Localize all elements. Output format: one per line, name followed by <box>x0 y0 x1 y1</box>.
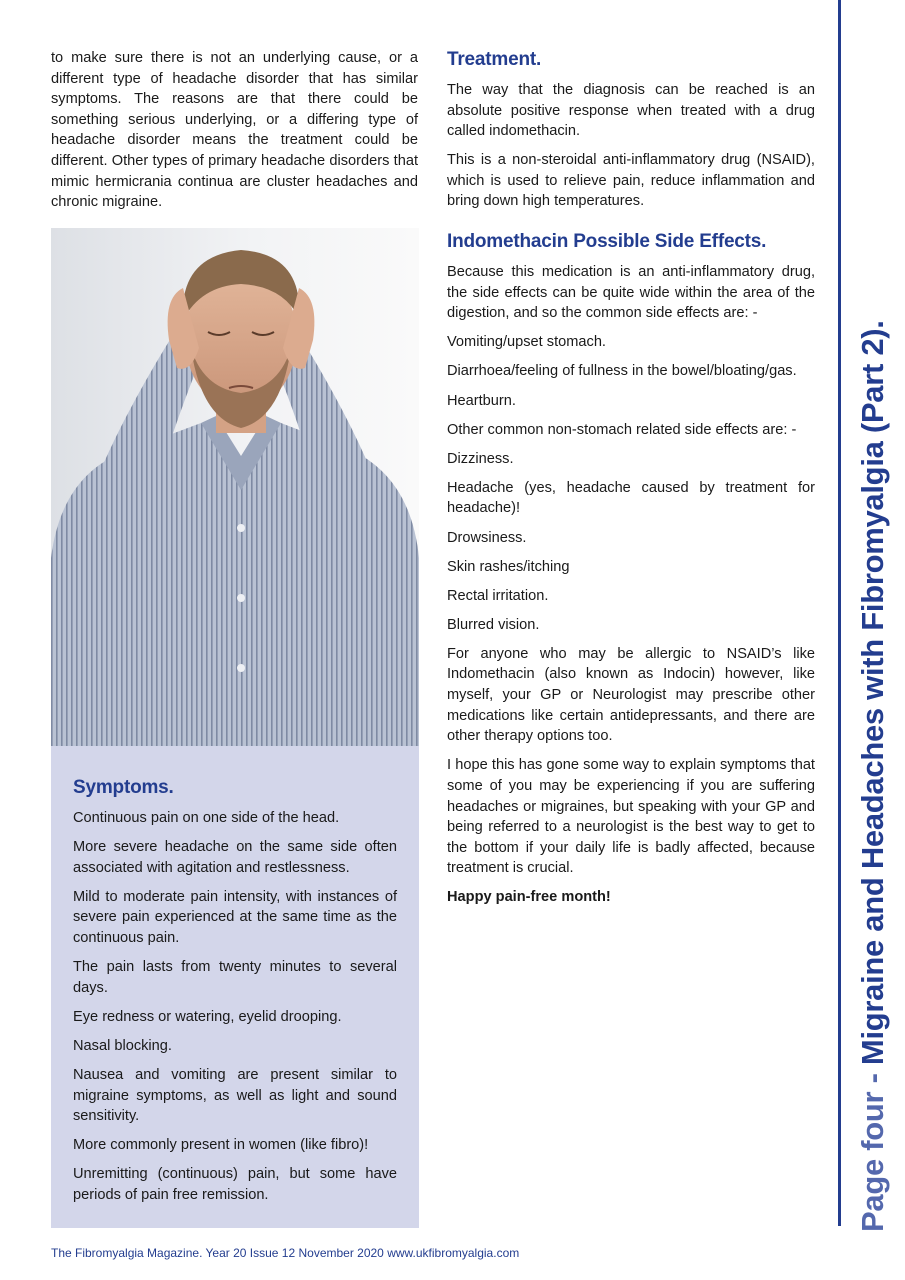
side-effect-item: Headache (yes, headache caused by treatment for headache)! <box>447 479 815 517</box>
footer: The Fibromyalgia Magazine. Year 20 Issue 12 November 2020 www.ukfibromyalgia.com <box>51 1246 520 1260</box>
symptoms-panel <box>51 746 419 1228</box>
symptom-item: Unremitting (continuous) pain, but some have periods of pain free remission. <box>73 1166 397 1203</box>
symptom-item: More severe headache on the same side often associated with agitation and restlessness. <box>73 839 397 876</box>
closing-line: Happy pain-free month! <box>447 889 611 906</box>
intro-paragraph: to make sure there is not an underlying cause, or a different type of headache disorder that has similar symptoms. The reasons are that there could be something serious underlying, or a differing type of headache disorder means the treatment could be different. Other types of primary headache disorders that mimic hermicrania continua are cluster headaches and chronic migraine. <box>51 50 418 211</box>
side-effects-paragraph: For anyone who may be allergic to NSAID’s like Indomethacin (also known as Indocin) however, like myself, your GP or Neurologist may prescribe other medications like certain antidepressants, and there are other therapy options too. <box>447 645 815 745</box>
side-effect-item: Vomiting/upset stomach. <box>447 334 606 351</box>
side-rule <box>838 0 841 1226</box>
vertical-page-title <box>855 320 891 1232</box>
side-effect-item: Heartburn. <box>447 392 516 409</box>
side-effect-item: Blurred vision. <box>447 616 540 633</box>
side-effect-item: Skin rashes/itching <box>447 558 570 575</box>
symptom-item: Mild to moderate pain intensity, with instances of severe pain experienced at the same time as the continuous pain. <box>73 888 397 946</box>
symptom-item: Eye redness or watering, eyelid drooping. <box>73 1008 342 1025</box>
symptom-item: Nasal blocking. <box>73 1037 172 1054</box>
symptom-item: The pain lasts from twenty minutes to several days. <box>73 959 397 996</box>
side-effects-paragraph: I hope this has gone some way to explain symptoms that some of you may be experiencing if you are suffering headaches or migraines, but speaking with your GP and being referred to a neurologist is the best way to get to the bottom if your daily life is badly affected, because treatment is crucial. <box>447 757 815 877</box>
side-effect-item: Diarrhoea/feeling of fullness in the bowel/bloating/gas. <box>447 363 797 380</box>
side-effect-item: Drowsiness. <box>447 529 527 546</box>
treatment-paragraph: This is a non-steroidal anti-inflammatory drug (NSAID), which is used to relieve pain, reduce inflammation and bring down high temperatures. <box>447 152 815 210</box>
photo-illustration <box>51 228 419 746</box>
side-effects-paragraph: Because this medication is an anti-inflammatory drug, the side effects can be quite wide within the area of the digestion, and so the common side effects are: - <box>447 264 815 322</box>
page-label: Page four - <box>855 1065 890 1232</box>
side-effect-item: Dizziness. <box>447 450 514 467</box>
side-effects-heading: Indomethacin Possible Side Effects. <box>447 231 767 253</box>
side-effect-item: Rectal irritation. <box>447 587 549 604</box>
symptom-item: Nausea and vomiting are present similar to migraine symptoms, as well as light and sound sensitivity. <box>73 1066 397 1125</box>
symptoms-heading: Symptoms. <box>73 777 174 798</box>
symptom-item: Continuous pain on one side of the head. <box>73 810 340 826</box>
side-effects-paragraph: Other common non-stomach related side effects are: - <box>447 421 797 438</box>
treatment-heading: Treatment. <box>447 49 542 70</box>
symptom-item: More commonly present in women (like fibro)! <box>73 1137 369 1154</box>
treatment-paragraph: The way that the diagnosis can be reached is an absolute positive response when treated with a drug called indomethacin. <box>447 82 815 140</box>
right-column <box>447 48 815 917</box>
man-with-headache-photo <box>51 228 419 746</box>
article-title: Migraine and Headaches with Fibromyalgia (Part 2). <box>855 320 890 1066</box>
